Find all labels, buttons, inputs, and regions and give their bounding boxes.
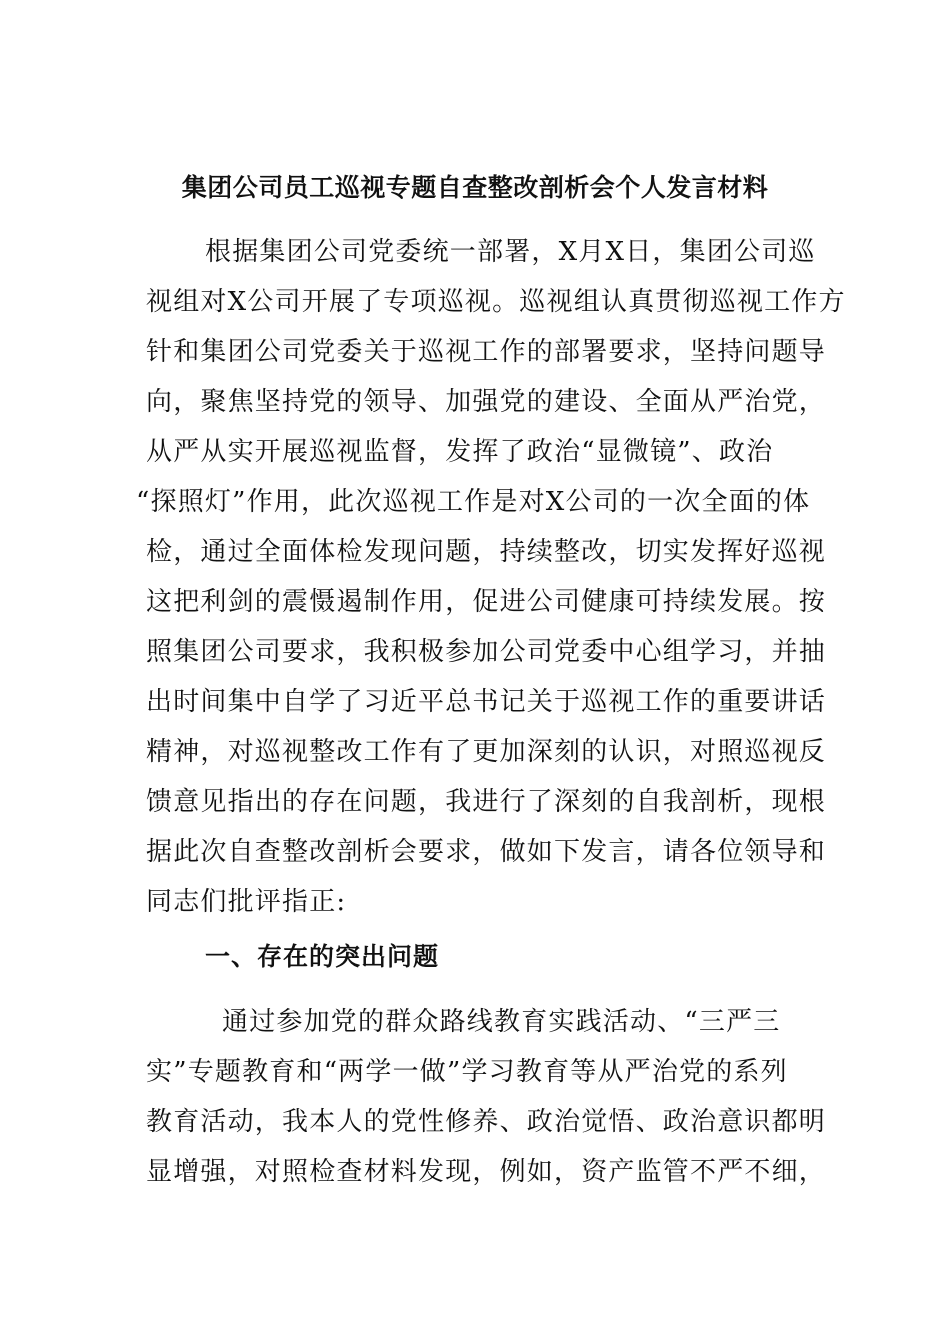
document-title: 集团公司员工巡视专题自查整改剖析会个人发言材料 <box>181 173 769 202</box>
paragraph-line: 实”专题教育和“两学一做”学习教育等从严治党的系列 <box>146 1057 788 1087</box>
paragraph-line: 出时间集中自学了习近平总书记关于巡视工作的重要讲话 <box>146 687 827 717</box>
paragraph-line: 向，聚焦坚持党的领导、加强党的建设、全面从严治党， <box>146 387 827 417</box>
paragraph-line: 馈意见指出的存在问题，我进行了深刻的自我剖析，现根 <box>146 787 827 817</box>
paragraph-line: 照集团公司要求，我积极参加公司党委中心组学习，并抽 <box>146 637 827 667</box>
paragraph-line: 这把利剑的震慑遏制作用，促进公司健康可持续发展。按 <box>146 587 827 617</box>
paragraph-line: 通过参加党的群众路线教育实践活动、“三严三 <box>222 1007 781 1037</box>
section-heading: 一、存在的突出问题 <box>205 942 440 971</box>
paragraph-line: 显增强，对照检查材料发现，例如，资产监管不严不细， <box>146 1157 827 1187</box>
paragraph-line: 根据集团公司党委统一部署，X月X日，集团公司巡 <box>205 237 816 267</box>
paragraph-line: 检，通过全面体检发现问题，持续整改，切实发挥好巡视 <box>146 537 827 567</box>
paragraph-line: 从严从实开展巡视监督，发挥了政治“显微镜”、政治 <box>146 437 774 467</box>
paragraph-line: 精神，对巡视整改工作有了更加深刻的认识，对照巡视反 <box>146 737 827 767</box>
paragraph-line: 针和集团公司党委关于巡视工作的部署要求，坚持问题导 <box>146 337 827 367</box>
paragraph-line: 据此次自查整改剖析会要求，做如下发言，请各位领导和 <box>146 837 827 867</box>
paragraph-line: “探照灯”作用，此次巡视工作是对X公司的一次全面的体 <box>136 487 811 517</box>
paragraph-line: 教育活动，我本人的党性修养、政治觉悟、政治意识都明 <box>146 1107 827 1137</box>
paragraph-line: 视组对X公司开展了专项巡视。巡视组认真贯彻巡视工作方 <box>146 287 846 317</box>
paragraph-line: 同志们批评指正: <box>146 887 347 917</box>
